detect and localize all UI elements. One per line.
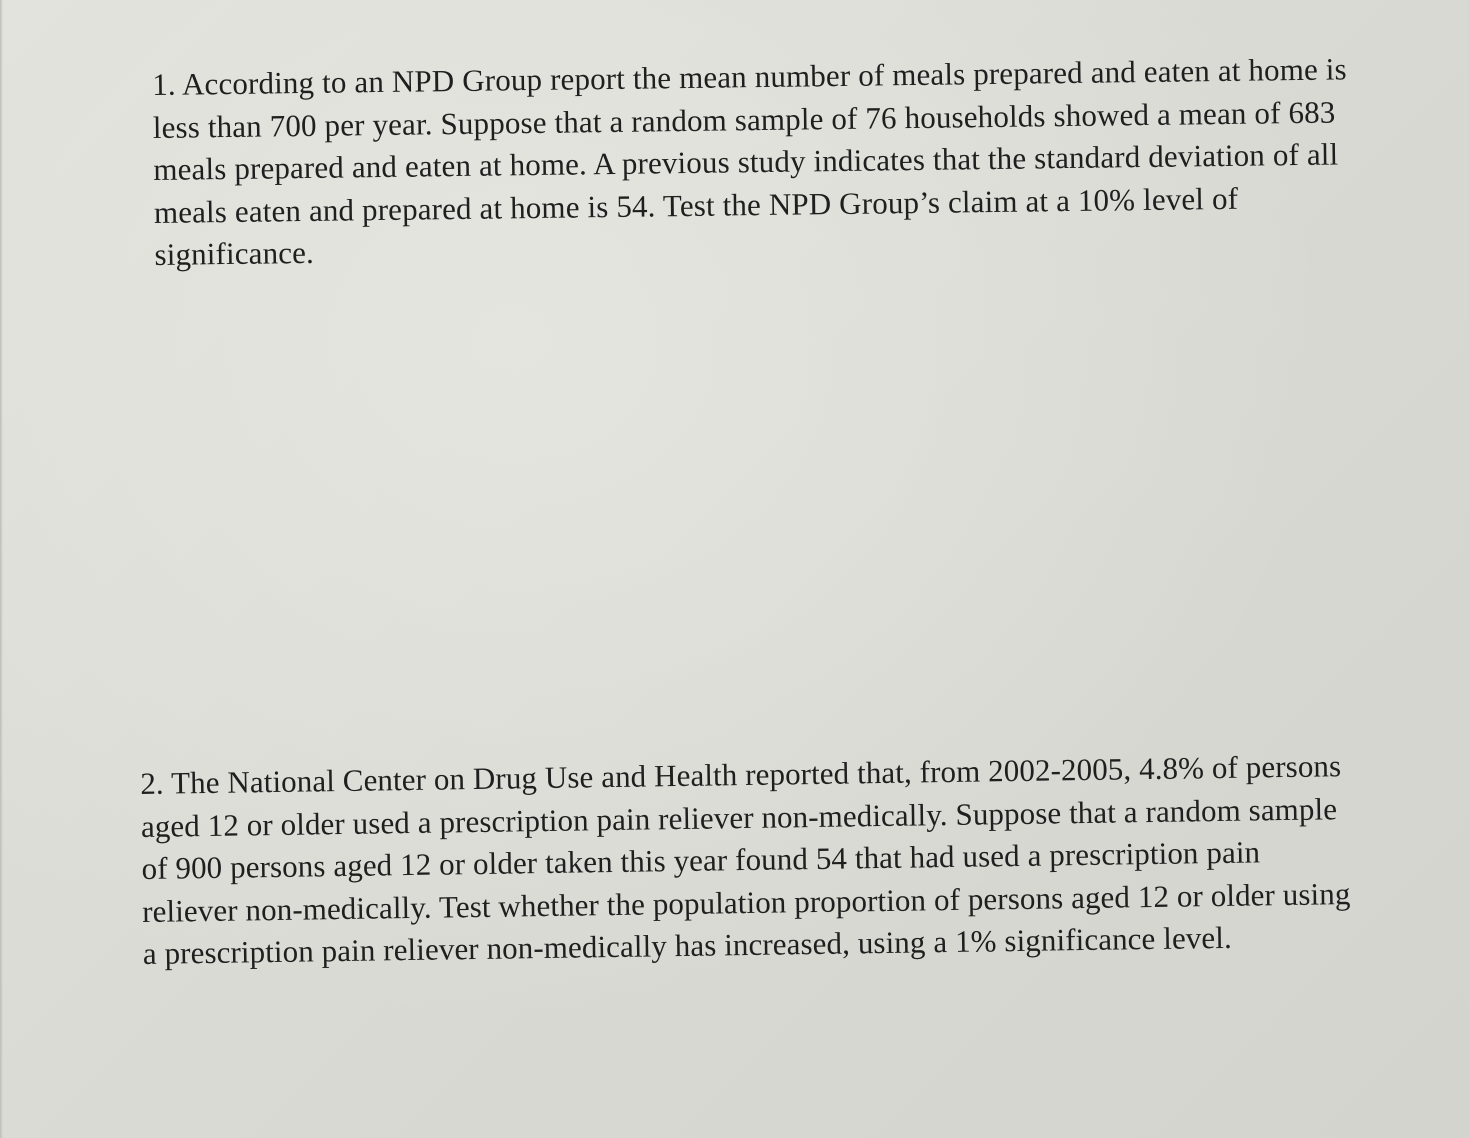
problem-2-text — [140, 744, 1453, 976]
problem-1-line: 1. According to an NPD Group report the mean number of meals prepared and eaten at home is — [152, 51, 1347, 102]
paper-edge — [0, 0, 3, 1138]
problem-2-line: a prescription pain reliever non-medically has increased, using a 1% significance level. — [142, 919, 1233, 971]
problem-1-line: meals eaten and prepared at home is 54. Test the NPD Group’s claim at a 10% level of — [153, 180, 1239, 230]
problem-1-line: meals prepared and eaten at home. A previous study indicates that the standard deviation of all — [153, 136, 1339, 187]
problem-2-line: reliever non-medically. Test whether the population proportion of persons aged 12 or older using — [141, 875, 1351, 929]
problem-2-line: 2. The National Center on Drug Use and Health reported that, from 2002-2005, 4.8% of persons — [140, 748, 1342, 801]
problem-2-line: of 900 persons aged 12 or older taken this year found 54 that had used a prescription pain — [141, 834, 1261, 886]
problem-2-line: aged 12 or older used a prescription pain reliever non-medically. Suppose that a random sample — [140, 790, 1338, 844]
problem-1-text — [152, 48, 1400, 277]
problem-1-line: less than 700 per year. Suppose that a random sample of 76 households showed a mean of 683 — [152, 94, 1336, 145]
problem-1-line: significance. — [154, 234, 315, 272]
